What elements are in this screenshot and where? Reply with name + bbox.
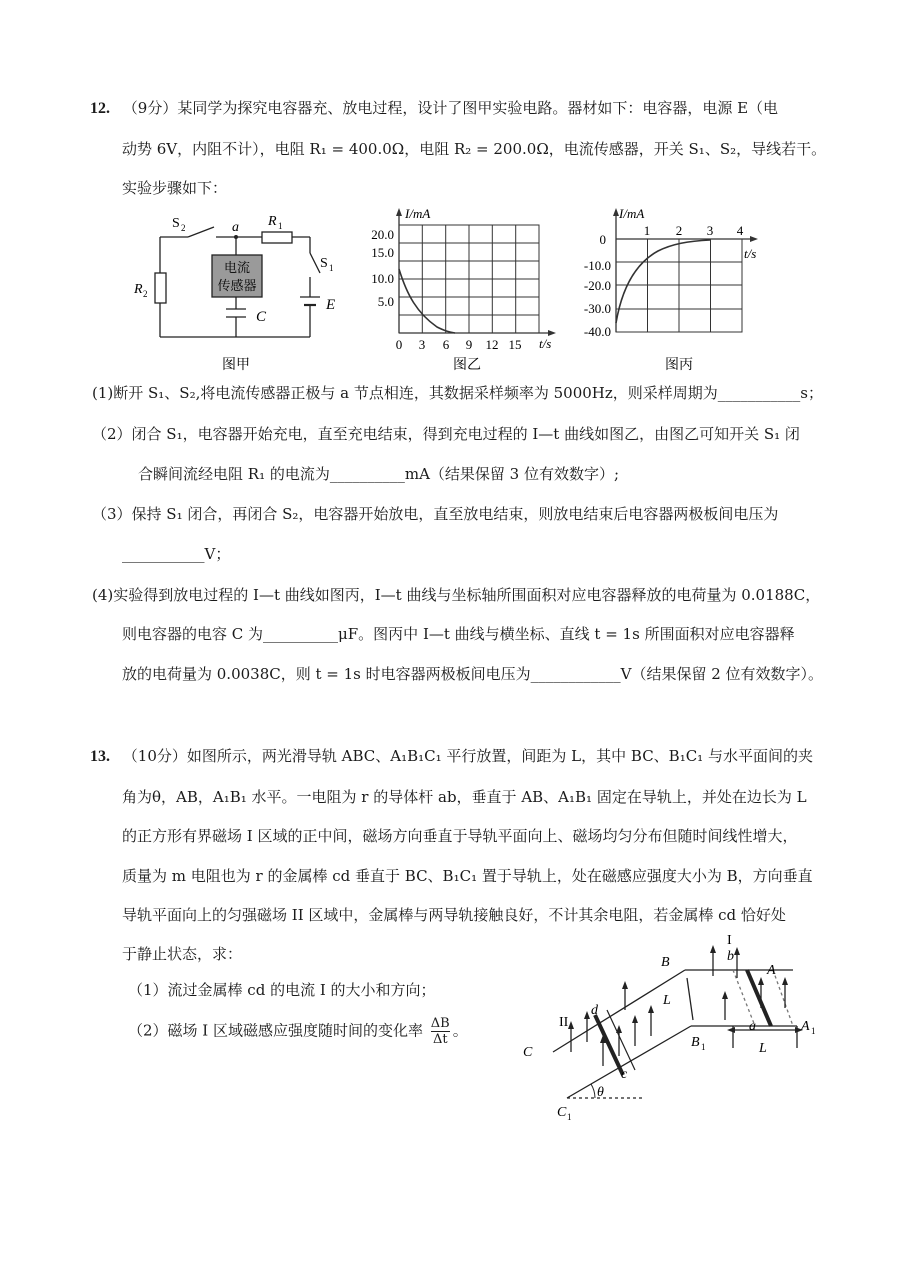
q13-stem-4: 质量为 m 电阻也为 r 的金属棒 cd 垂直于 BC、B₁C₁ 置于导轨上，处在磁感应强度大小为 B，方向垂直 xyxy=(122,867,813,885)
caption-yi: 图乙 xyxy=(453,358,481,373)
q12-part4b: 则电容器的电容 C 为__________μF。图丙中 I—t 曲线与横坐标、直线 t = 1s 所围面积对应电容器释 xyxy=(122,625,795,643)
q13-number: 13. xyxy=(90,748,110,765)
graph-yi xyxy=(355,203,570,375)
rails-diagram xyxy=(515,930,825,1125)
label-a: a xyxy=(232,220,239,235)
label-C: C xyxy=(523,1045,533,1060)
label-B1-sub: 1 xyxy=(701,1042,706,1052)
bing-xtick: 2 xyxy=(675,223,683,238)
q13-sub2-text: （2）磁场 I 区域磁感应强度随时间的变化率 xyxy=(128,1021,424,1040)
q12-part4a: (4)实验得到放电过程的 I—t 曲线如图丙，I—t 曲线与坐标轴所围面积对应电容器释放的电荷量为 0.0188C， xyxy=(92,586,821,604)
label-region-I: I xyxy=(727,933,732,948)
label-d: d xyxy=(591,1003,598,1018)
label-region-II: II xyxy=(559,1015,569,1030)
q12-stem-1: （9分）某同学为探究电容器充、放电过程，设计了图甲实验电路。器材如下：电容器，电源 E（电 xyxy=(122,99,779,117)
fraction xyxy=(431,1016,450,1047)
q13-stem-3: 的正方形有界磁场 I 区域的正中间，磁场方向垂直于导轨平面向上、磁场均匀分布但随时间线性增大， xyxy=(122,827,798,845)
bing-ylabel: I/mA xyxy=(619,206,645,221)
label-r1: R xyxy=(268,214,277,229)
label-A1-sub: 1 xyxy=(811,1026,816,1036)
label-r2-sub: 2 xyxy=(143,289,148,299)
label-b: b xyxy=(727,949,734,964)
rod-ab xyxy=(747,970,771,1026)
label-s1: S xyxy=(320,256,328,271)
bing-ytick: -30.0 xyxy=(583,301,611,316)
label-L-bottom: L xyxy=(759,1041,767,1056)
yi-ytick: 15.0 xyxy=(371,245,394,260)
q13-stem-2: 角为θ，AB，A₁B₁ 水平。一电阻为 r 的导体杆 ab，垂直于 AB、A₁B₁ 固定在导轨上，并处在边长为 L xyxy=(122,788,807,806)
yi-xtick: 6 xyxy=(442,337,450,352)
label-B1: B xyxy=(691,1035,700,1050)
label-theta: θ xyxy=(597,1085,604,1100)
yi-xtick: 3 xyxy=(418,337,426,352)
label-r1-sub: 1 xyxy=(278,221,283,231)
label-C1-sub: 1 xyxy=(567,1112,572,1122)
label-s2: S xyxy=(172,216,180,231)
yi-xtick: 0 xyxy=(395,337,403,352)
bing-xtick: 4 xyxy=(736,223,744,238)
sensor-label-1: 电流 xyxy=(223,260,251,275)
sensor-label-2: 传感器 xyxy=(217,278,257,293)
yi-ytick: 10.0 xyxy=(371,271,394,286)
label-s1-sub: 1 xyxy=(329,263,334,273)
q12-stem-2: 动势 6V，内阻不计），电阻 R₁ = 400.0Ω，电阻 R₂ = 200.0Ω，电流传感器，开关 S₁、S₂，导线若干。 xyxy=(122,140,827,158)
node-a xyxy=(234,235,238,239)
q12-number: 12. xyxy=(90,100,110,117)
yi-xtick: 9 xyxy=(465,337,473,352)
q12-part2a: （2）闭合 S₁，电容器开始充电，直至充电结束，得到充电过程的 I—t 曲线如图乙，由图乙可知开关 S₁ 闭 xyxy=(92,425,800,443)
q13-stem-5: 导轨平面向上的匀强磁场 II 区域中，金属棒与两导轨接触良好，不计其余电阻，若金属棒 cd 恰好处 xyxy=(122,906,786,924)
circuit-diagram-jia xyxy=(128,205,358,375)
bing-ytick: -40.0 xyxy=(583,324,611,339)
q13-stem-6: 于静止状态，求： xyxy=(122,945,243,963)
q13-stem-1: （10分）如图所示，两光滑导轨 ABC、A₁B₁C₁ 平行放置，间距为 L，其中 BC、B₁C₁ 与水平面间的夹 xyxy=(122,747,813,765)
q13-sub1: （1）流过金属棒 cd 的电流 I 的大小和方向； xyxy=(128,981,436,999)
label-s2-sub: 2 xyxy=(181,223,186,233)
yi-xtick: 12 xyxy=(485,337,499,352)
q12-part2b: 合瞬间流经电阻 R₁ 的电流为__________mA（结果保留 3 位有效数字）; xyxy=(138,465,620,483)
label-A1: A xyxy=(801,1019,810,1034)
bing-xtick: 3 xyxy=(706,223,714,238)
q12-part3a: （3）保持 S₁ 闭合，再闭合 S₂，电容器开始放电，直至放电结束，则放电结束后电容器两极板间电压为 xyxy=(92,505,779,523)
q12-part1: (1)断开 S₁、S₂,将电流传感器正极与 a 节点相连，其数据采样频率为 5000Hz，则采样周期为___________s； xyxy=(92,384,823,402)
label-a: a xyxy=(749,1019,756,1034)
q12-line1 xyxy=(90,98,778,119)
caption-jia: 图甲 xyxy=(222,358,250,373)
bing-xtick: 1 xyxy=(643,223,651,238)
bing-ytick: -10.0 xyxy=(583,258,611,273)
fraction-denominator: Δt xyxy=(432,1032,448,1047)
bing-ytick: -20.0 xyxy=(583,278,611,293)
label-c: C xyxy=(256,309,267,325)
bing-xlabel: t/s xyxy=(744,246,757,261)
graph-bing xyxy=(572,203,787,375)
yi-ylabel: I/mA xyxy=(405,206,431,221)
label-c: c xyxy=(621,1067,628,1082)
bing-ytick: 0 xyxy=(599,232,606,247)
q13-sub2-end: 。 xyxy=(452,1021,468,1040)
yi-ytick: 5.0 xyxy=(377,294,394,309)
label-B: B xyxy=(661,955,670,970)
q13-sub2 xyxy=(128,1016,468,1047)
label-C1: C xyxy=(557,1105,567,1120)
label-A: A xyxy=(767,963,776,978)
q12-part3b: ___________V； xyxy=(122,545,231,563)
label-L-slant: L xyxy=(663,993,671,1008)
q12-stem-3: 实验步骤如下： xyxy=(122,179,228,197)
label-r2: R xyxy=(134,282,143,297)
yi-xtick: 15 xyxy=(508,337,522,352)
q12-part4c: 放的电荷量为 0.0038C，则 t = 1s 时电容器两极板间电压为____________V（结果保留 2 位有效数字）。 xyxy=(122,665,824,683)
yi-xlabel: t/s xyxy=(539,336,552,351)
q13-line1 xyxy=(90,746,813,767)
yi-ytick: 20.0 xyxy=(371,227,394,242)
caption-bing: 图丙 xyxy=(665,358,693,373)
fraction-numerator: ΔB xyxy=(430,1016,450,1031)
label-e: E xyxy=(326,297,336,313)
